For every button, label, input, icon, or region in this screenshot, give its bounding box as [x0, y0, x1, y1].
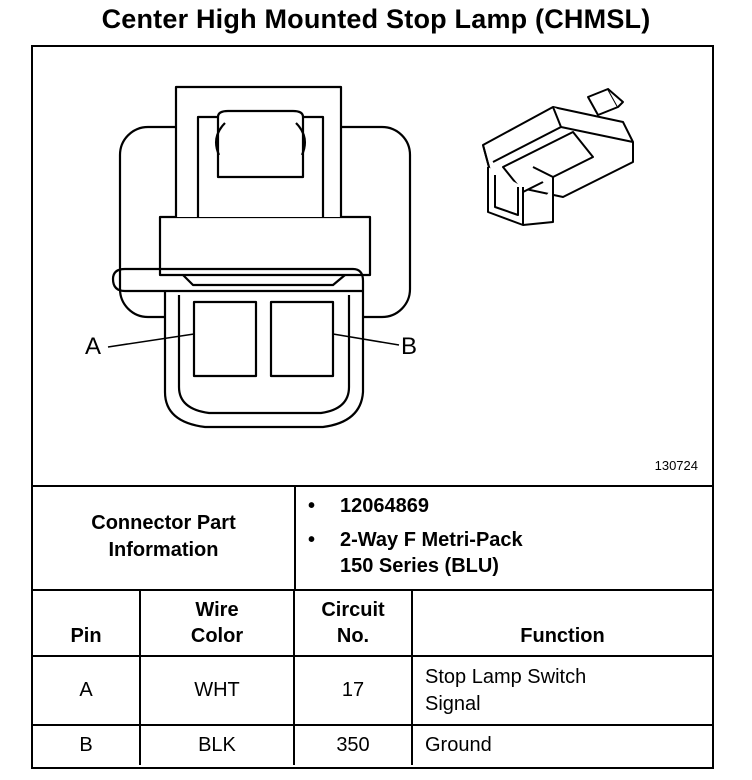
connector-type: 2-Way F Metri-Pack	[340, 529, 523, 551]
wire-color-cell: WHT	[140, 656, 294, 725]
header-function: Function	[412, 589, 712, 656]
connector-face-drawing	[33, 47, 712, 485]
connector-info-section	[33, 485, 712, 591]
connector-info-item	[308, 493, 429, 519]
table-row	[33, 725, 712, 765]
connector-diagram	[33, 47, 712, 487]
connector-frame	[31, 45, 714, 769]
table-row	[33, 656, 712, 725]
connector-info-item	[308, 527, 523, 553]
connector-top-tab	[176, 87, 341, 217]
header-pin: Pin	[33, 589, 140, 656]
connector-info-item	[340, 553, 499, 579]
pin-table	[33, 589, 712, 765]
circuit-cell: 17	[294, 656, 412, 725]
connector-info-list	[296, 485, 712, 589]
wire-color-cell: BLK	[140, 725, 294, 765]
pin-cell: B	[33, 725, 140, 765]
connector-latch-block	[160, 217, 370, 275]
part-number: 12064869	[340, 495, 429, 517]
pin-a-label: A	[85, 333, 102, 360]
pin-cell: A	[33, 656, 140, 725]
connector-series: 150 Series (BLU)	[340, 555, 499, 577]
function-line2: Signal	[425, 692, 481, 715]
bullet-icon: •	[308, 529, 316, 551]
pin-b-label: B	[401, 333, 418, 360]
header-wire-color: Wire Color	[140, 589, 294, 656]
connector-isometric-view	[483, 89, 633, 225]
pin-table-header	[33, 589, 712, 656]
function-cell	[412, 656, 712, 725]
circuit-cell: 350	[294, 725, 412, 765]
connector-info-heading-line2: Information	[108, 539, 219, 561]
header-circuit-no: Circuit No.	[294, 589, 412, 656]
bullet-icon: •	[308, 495, 316, 517]
page-title: Center High Mounted Stop Lamp (CHMSL)	[101, 4, 651, 34]
figure-number: 130724	[654, 458, 698, 473]
connector-info-heading-line1: Connector Part	[91, 512, 236, 534]
function-line1: Stop Lamp Switch	[425, 665, 587, 688]
function-cell: Ground	[412, 725, 712, 765]
connector-info-heading	[33, 485, 296, 589]
